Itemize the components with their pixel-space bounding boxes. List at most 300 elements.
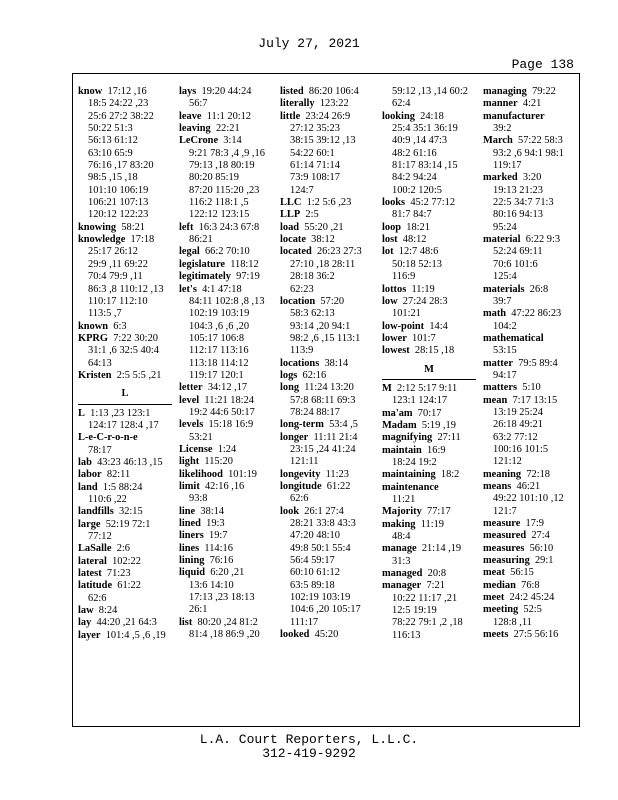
index-continuation: 63:10 65:9 — [88, 147, 133, 159]
index-continuation: 18:5 24:22 ,23 — [88, 98, 149, 110]
index-continuation: 13:6 14:10 — [189, 579, 234, 591]
index-term: L-e-C-r-o-n-e — [78, 432, 138, 444]
index-term: LaSalle — [78, 543, 112, 555]
index-continuation: 29:9 ,11 69:22 — [88, 258, 148, 270]
index-refs: 16:9 — [427, 444, 446, 456]
index-refs: 11:19 — [420, 518, 444, 530]
index-entry — [280, 629, 374, 641]
index-entry — [483, 284, 577, 296]
index-continuation: 62:6 — [290, 493, 309, 505]
index-entry — [179, 271, 273, 283]
index-continuation: 56:4 59:17 — [290, 555, 335, 567]
index-refs: 15:18 16:9 — [208, 419, 254, 431]
index-entry — [280, 419, 374, 431]
index-continuation: 101:21 — [392, 308, 421, 320]
index-term: light — [179, 456, 200, 468]
index-refs: 76:8 — [521, 579, 540, 591]
index-continuation: 102:19 103:19 — [290, 592, 351, 604]
index-refs: 8:24 — [98, 605, 118, 617]
index-term: matter — [483, 357, 513, 369]
index-refs: 61:22 — [326, 481, 351, 492]
index-term: knowing — [78, 221, 117, 233]
index-entry — [78, 333, 172, 345]
index-refs: 38:14 — [324, 357, 349, 369]
index-entry — [382, 383, 476, 395]
index-entry — [179, 86, 273, 98]
index-refs: 29:1 — [534, 555, 554, 567]
index-continuation: 100:2 120:5 — [392, 184, 442, 196]
index-continuation: 84:11 102:8 ,8 ,13 — [189, 295, 265, 307]
index-term: maintain — [382, 444, 422, 456]
index-entry — [483, 98, 577, 110]
index-entry — [483, 469, 577, 481]
index-continuation: 98:2 ,6 ,15 113:1 — [290, 332, 361, 344]
index-refs: 24:18 — [420, 110, 444, 122]
index-continuation: 61:14 71:14 — [290, 160, 340, 172]
index-entry — [280, 358, 374, 370]
index-term: looks — [382, 197, 406, 209]
index-continuation: 57:8 68:11 69:3 — [290, 394, 356, 406]
index-term: line — [179, 505, 196, 517]
index-term: LLC — [280, 197, 302, 209]
index-entry — [382, 469, 476, 481]
index-refs: 71:23 — [106, 568, 131, 580]
index-term: located — [280, 246, 312, 258]
index-entry — [483, 518, 577, 530]
index-section-letter: L — [121, 388, 129, 400]
index-term: location — [280, 295, 316, 307]
index-term: layer — [78, 629, 101, 641]
index-term: knowledge — [78, 234, 126, 246]
index-term: legislature — [179, 258, 225, 270]
index-entry — [483, 592, 577, 604]
index-refs: 6:20 ,21 — [210, 567, 245, 579]
index-refs: 101:4 ,5 ,6 ,19 — [105, 629, 166, 641]
index-refs: 22:21 — [215, 123, 240, 135]
index-refs: 11:19 — [411, 283, 435, 295]
index-refs: 34:12 ,17 — [207, 382, 248, 394]
index-refs: 17:18 — [130, 234, 155, 246]
index-entry — [78, 234, 172, 246]
index-continuation: 31:1 ,6 32:5 40:4 — [88, 345, 160, 357]
index-refs: 102:22 — [112, 555, 141, 567]
index-entry — [483, 555, 577, 567]
index-term: lower — [382, 332, 407, 344]
index-continuation: 25:6 27:2 38:22 — [88, 110, 154, 122]
index-entry — [78, 605, 172, 617]
index-entry — [382, 246, 476, 258]
index-continuation: 26:18 49:21 — [493, 419, 543, 431]
index-refs: 53:4 ,5 — [329, 419, 358, 431]
index-continuation: 38:15 39:12 ,13 — [290, 135, 356, 147]
index-refs: 66:2 70:10 — [204, 246, 250, 258]
index-term: manage — [382, 543, 417, 555]
index-entry — [179, 617, 273, 629]
index-continuation: 84:2 94:24 — [392, 172, 437, 184]
index-entry — [280, 370, 374, 382]
index-entry — [280, 432, 374, 444]
index-continuation: 80:16 94:13 — [493, 209, 543, 221]
index-entry — [382, 321, 476, 333]
index-entry — [78, 617, 172, 629]
index-refs: 14:4 — [429, 320, 448, 332]
index-continuation: 50:22 51:3 — [88, 123, 133, 135]
index-continuation: 18:24 19:2 — [392, 456, 437, 468]
index-refs: 16:3 24:3 67:8 — [198, 221, 260, 233]
index-continuation: 48:4 — [392, 531, 411, 543]
index-entry — [179, 530, 273, 542]
index-continuation: 11:21 — [392, 494, 416, 505]
index-continuation: 78:24 88:17 — [290, 406, 340, 418]
index-continuation: 121:12 — [493, 456, 522, 468]
index-term: Kristen — [78, 369, 112, 381]
index-refs: 79:5 89:4 — [518, 357, 558, 369]
index-entry — [382, 333, 476, 345]
index-entry — [382, 111, 476, 123]
index-continuation: 105:17 106:8 — [189, 332, 245, 344]
index-term: know — [78, 86, 103, 97]
index-term: land — [78, 481, 98, 493]
index-refs: 56:10 — [529, 542, 554, 554]
index-term: manager — [382, 580, 422, 592]
index-entry — [382, 568, 476, 580]
index-refs: 26:1 27:4 — [304, 505, 344, 517]
index-refs: 28:15 ,18 — [414, 345, 455, 357]
index-continuation: 86:3 ,8 110:12 ,13 — [88, 283, 164, 295]
index-entry — [179, 123, 273, 135]
index-term: let's — [179, 283, 197, 295]
index-term: low-point — [382, 320, 425, 332]
index-refs: 48:12 — [402, 234, 427, 246]
index-continuation: 93:2 ,6 94:1 98:1 — [493, 147, 565, 159]
index-refs: 19:7 — [209, 530, 228, 542]
index-entry — [179, 419, 273, 431]
index-continuation: 112:17 113:16 — [189, 345, 249, 357]
index-term: material — [483, 234, 521, 246]
index-entry — [382, 482, 476, 494]
index-term: means — [483, 481, 512, 492]
index-term: lay — [78, 617, 92, 629]
index-entry — [483, 481, 577, 493]
index-continuation: 73:9 108:17 — [290, 172, 340, 184]
index-term: ma'am — [382, 407, 413, 419]
index-continuation: 64:13 — [88, 357, 112, 369]
index-continuation: 28:18 36:2 — [290, 271, 335, 283]
index-refs: 46:21 — [516, 481, 541, 492]
index-term: meet — [483, 592, 505, 604]
index-refs: 1:2 5:6 ,23 — [306, 197, 352, 209]
index-entry — [179, 444, 273, 456]
index-continuation: 104:3 ,6 ,6 ,20 — [189, 320, 250, 332]
index-term: lined — [179, 518, 201, 530]
index-refs: 23:24 26:9 — [305, 110, 351, 122]
index-term: loop — [382, 221, 402, 233]
index-continuation: 81:4 ,18 86:9 ,20 — [189, 629, 260, 641]
index-refs: 26:23 27:3 — [316, 246, 362, 258]
index-refs: 7:17 13:15 — [512, 394, 558, 406]
index-continuation: 93:14 ,20 94:1 — [290, 320, 351, 332]
index-entry — [78, 321, 172, 333]
index-term: manufacturer — [483, 110, 545, 122]
index-continuation: 98:5 ,15 ,18 — [88, 172, 138, 184]
index-entry — [179, 567, 273, 579]
index-entry — [483, 172, 577, 184]
index-term: letter — [179, 382, 203, 394]
index-refs: 24:2 45:24 — [509, 592, 555, 604]
index-continuation: 56:7 — [189, 98, 208, 110]
index-continuation: 93:8 — [189, 493, 208, 505]
index-refs: 52:19 72:1 — [105, 518, 151, 530]
index-continuation: 17:13 ,23 18:13 — [189, 592, 255, 604]
index-continuation: 119:17 — [493, 160, 522, 172]
index-entry — [179, 506, 273, 518]
index-continuation: 22:5 34:7 71:3 — [493, 197, 554, 209]
index-entry — [280, 222, 374, 234]
index-box — [72, 73, 580, 727]
index-refs: 1:5 88:24 — [102, 481, 143, 493]
index-continuation: 78:22 79:1 ,2 ,18 — [392, 617, 463, 629]
index-refs: 80:20 ,24 81:2 — [197, 616, 258, 628]
index-term: load — [280, 221, 300, 233]
index-continuation: 116:13 — [392, 629, 421, 641]
index-entry — [78, 506, 172, 518]
index-entry — [382, 445, 476, 457]
index-refs: 38:14 — [200, 505, 225, 517]
index-entry — [78, 86, 172, 98]
index-continuation: 52:24 69:11 — [493, 246, 543, 258]
index-entry — [179, 481, 273, 493]
index-term: LLP — [280, 209, 301, 221]
index-term: mathematical — [483, 332, 544, 344]
index-continuation: 78:17 — [88, 444, 112, 456]
index-continuation: 70:4 79:9 ,11 — [88, 271, 143, 283]
index-term: leave — [179, 110, 202, 122]
index-continuation: 101:10 106:19 — [88, 184, 149, 196]
index-entry — [78, 556, 172, 568]
index-continuation: 27:12 35:23 — [290, 123, 340, 135]
index-entry — [179, 259, 273, 271]
index-refs: 5:10 — [522, 382, 541, 394]
index-entry — [179, 222, 273, 234]
index-continuation: 113:9 — [290, 345, 314, 357]
index-term: meaning — [483, 468, 522, 480]
index-term: lab — [78, 456, 92, 468]
index-continuation: 111:17 — [290, 616, 319, 628]
index-continuation: 81:17 83:14 ,15 — [392, 160, 458, 172]
index-refs: 2:5 5:5 ,21 — [116, 369, 162, 381]
index-refs: 27:11 — [437, 432, 461, 444]
index-entry — [78, 568, 172, 580]
index-term: longitude — [280, 481, 322, 492]
index-refs: 97:19 — [236, 271, 260, 283]
index-continuation: 27:10 ,18 28:11 — [290, 258, 356, 270]
index-entry — [78, 457, 172, 469]
index-entry — [280, 481, 374, 493]
index-continuation: 116:2 118:1 ,5 — [189, 197, 249, 209]
index-refs: 57:20 — [320, 295, 345, 307]
index-continuation: 49:8 50:1 55:4 — [290, 542, 351, 554]
index-continuation: 59:12 ,13 ,14 60:2 — [392, 86, 468, 97]
index-term: median — [483, 579, 516, 591]
index-continuation: 100:16 101:5 — [493, 443, 549, 455]
index-section-letter: M — [424, 363, 434, 375]
index-refs: 55:20 ,21 — [304, 221, 344, 233]
index-refs: 19:20 44:24 — [201, 86, 252, 97]
index-continuation: 106:21 107:13 — [88, 197, 149, 209]
index-continuation: 70:6 101:6 — [493, 258, 538, 270]
index-term: large — [78, 518, 101, 530]
index-refs: 11:11 21:4 — [313, 431, 358, 443]
index-term: maintenance — [382, 481, 439, 493]
index-continuation: 63:5 89:18 — [290, 579, 335, 591]
index-entry — [78, 408, 172, 420]
index-refs: 52:5 — [523, 604, 542, 616]
index-term: managing — [483, 86, 527, 97]
index-continuation: 12:5 19:19 — [392, 605, 437, 617]
index-column-1 — [78, 86, 172, 642]
index-entry — [483, 567, 577, 579]
index-continuation: 31:3 — [392, 555, 411, 567]
index-term: marked — [483, 172, 518, 184]
index-continuation: 116:9 — [392, 271, 416, 283]
index-entry — [483, 308, 577, 320]
index-term: meeting — [483, 604, 519, 616]
index-entry — [78, 580, 172, 592]
header-date: July 27, 2021 — [258, 36, 360, 51]
index-term: legitimately — [179, 271, 231, 283]
index-refs: 27:5 56:16 — [513, 629, 559, 641]
index-entry — [78, 222, 172, 234]
index-continuation: 50:18 52:13 — [392, 258, 442, 270]
index-term: looking — [382, 110, 415, 122]
index-continuation: 113:5 ,7 — [88, 308, 122, 320]
index-term: latitude — [78, 580, 113, 592]
index-term: lost — [382, 234, 398, 246]
index-refs: 6:3 — [113, 320, 127, 332]
index-entry — [483, 86, 577, 98]
index-refs: 7:22 30:20 — [113, 332, 158, 344]
index-term: level — [179, 394, 200, 406]
index-entry — [483, 333, 577, 345]
index-continuation: 40:9 ,14 47:3 — [392, 135, 448, 147]
index-entry — [382, 420, 476, 432]
index-refs: 11:23 — [325, 468, 349, 480]
index-term: lowest — [382, 345, 410, 357]
index-refs: 17:12 ,16 — [107, 86, 147, 97]
index-entry — [483, 530, 577, 542]
index-entry — [382, 296, 476, 308]
index-entry — [280, 111, 374, 123]
index-refs: 2:5 — [305, 209, 319, 221]
index-refs: 27:24 28:3 — [402, 295, 448, 307]
index-entry — [179, 543, 273, 555]
index-continuation: 62:4 — [392, 98, 411, 110]
index-term: likelihood — [179, 468, 223, 480]
index-term: magnifying — [382, 432, 433, 444]
index-term: limit — [179, 481, 200, 492]
index-entry — [382, 543, 476, 555]
index-continuation: 58:3 62:13 — [290, 308, 335, 320]
index-term: mean — [483, 394, 508, 406]
index-entry — [78, 469, 172, 481]
index-term: lateral — [78, 555, 107, 567]
index-refs: 70:17 — [417, 407, 442, 419]
index-entry — [382, 580, 476, 592]
index-refs: 5:19 ,19 — [421, 419, 456, 431]
index-term: levels — [179, 419, 204, 431]
index-continuation: 26:1 — [189, 604, 208, 616]
index-term: literally — [280, 98, 315, 110]
index-entry — [382, 197, 476, 209]
index-entry — [78, 519, 172, 531]
index-refs: 2:6 — [116, 543, 130, 555]
index-continuation: 63:2 77:12 — [493, 431, 538, 443]
index-term: landfills — [78, 506, 114, 518]
index-continuation: 121:7 — [493, 505, 517, 517]
index-entry — [382, 222, 476, 234]
index-continuation: 39:2 — [493, 123, 512, 135]
index-continuation: 80:20 85:19 — [189, 172, 239, 184]
index-term: License — [179, 443, 213, 455]
index-term: making — [382, 518, 416, 530]
index-term: managed — [382, 568, 423, 580]
index-refs: 61:22 — [117, 580, 141, 592]
index-refs: 82:11 — [106, 469, 131, 481]
index-refs: 26:8 — [529, 283, 549, 295]
index-continuation: 47:20 48:10 — [290, 530, 340, 542]
index-continuation: 123:1 124:17 — [392, 395, 448, 407]
index-entry — [382, 432, 476, 444]
index-continuation: 60:10 61:12 — [290, 567, 340, 579]
index-entry — [280, 382, 374, 394]
index-term: labor — [78, 469, 102, 481]
index-entry — [78, 432, 172, 444]
index-term: lottos — [382, 283, 407, 295]
index-term: LeCrone — [179, 135, 219, 147]
index-continuation: 53:15 — [493, 345, 517, 357]
index-entry — [483, 543, 577, 555]
index-refs: 1:13 ,23 123:1 — [90, 407, 151, 419]
index-term: meets — [483, 629, 509, 641]
index-entry — [179, 456, 273, 468]
index-entry — [179, 555, 273, 567]
index-refs: 86:20 106:4 — [308, 86, 359, 97]
index-term: longer — [280, 431, 309, 443]
footer-phone: 312-419-9292 — [262, 746, 356, 761]
index-term: logs — [280, 369, 298, 381]
index-continuation: 49:22 101:10 ,12 — [493, 493, 564, 505]
index-continuation: 95:24 — [493, 221, 517, 233]
page-number: Page 138 — [511, 57, 574, 72]
index-continuation: 102:19 103:19 — [189, 308, 250, 320]
index-term: looked — [280, 629, 310, 641]
index-refs: 45:2 77:12 — [410, 197, 456, 209]
index-refs: 76:16 — [209, 555, 234, 567]
index-entry — [280, 296, 374, 308]
index-refs: 38:12 — [311, 234, 335, 246]
index-refs: 45:20 — [314, 629, 339, 641]
index-entry — [280, 506, 374, 518]
index-entry — [280, 209, 374, 221]
index-refs: 43:23 46:13 ,15 — [97, 456, 163, 468]
index-entry — [382, 234, 476, 246]
index-term: longevity — [280, 468, 321, 480]
index-column-3 — [280, 86, 374, 641]
index-refs: 44:20 ,21 64:3 — [96, 617, 157, 629]
index-term: measure — [483, 518, 521, 530]
index-refs: 115:20 — [204, 456, 233, 468]
index-term: little — [280, 110, 301, 122]
